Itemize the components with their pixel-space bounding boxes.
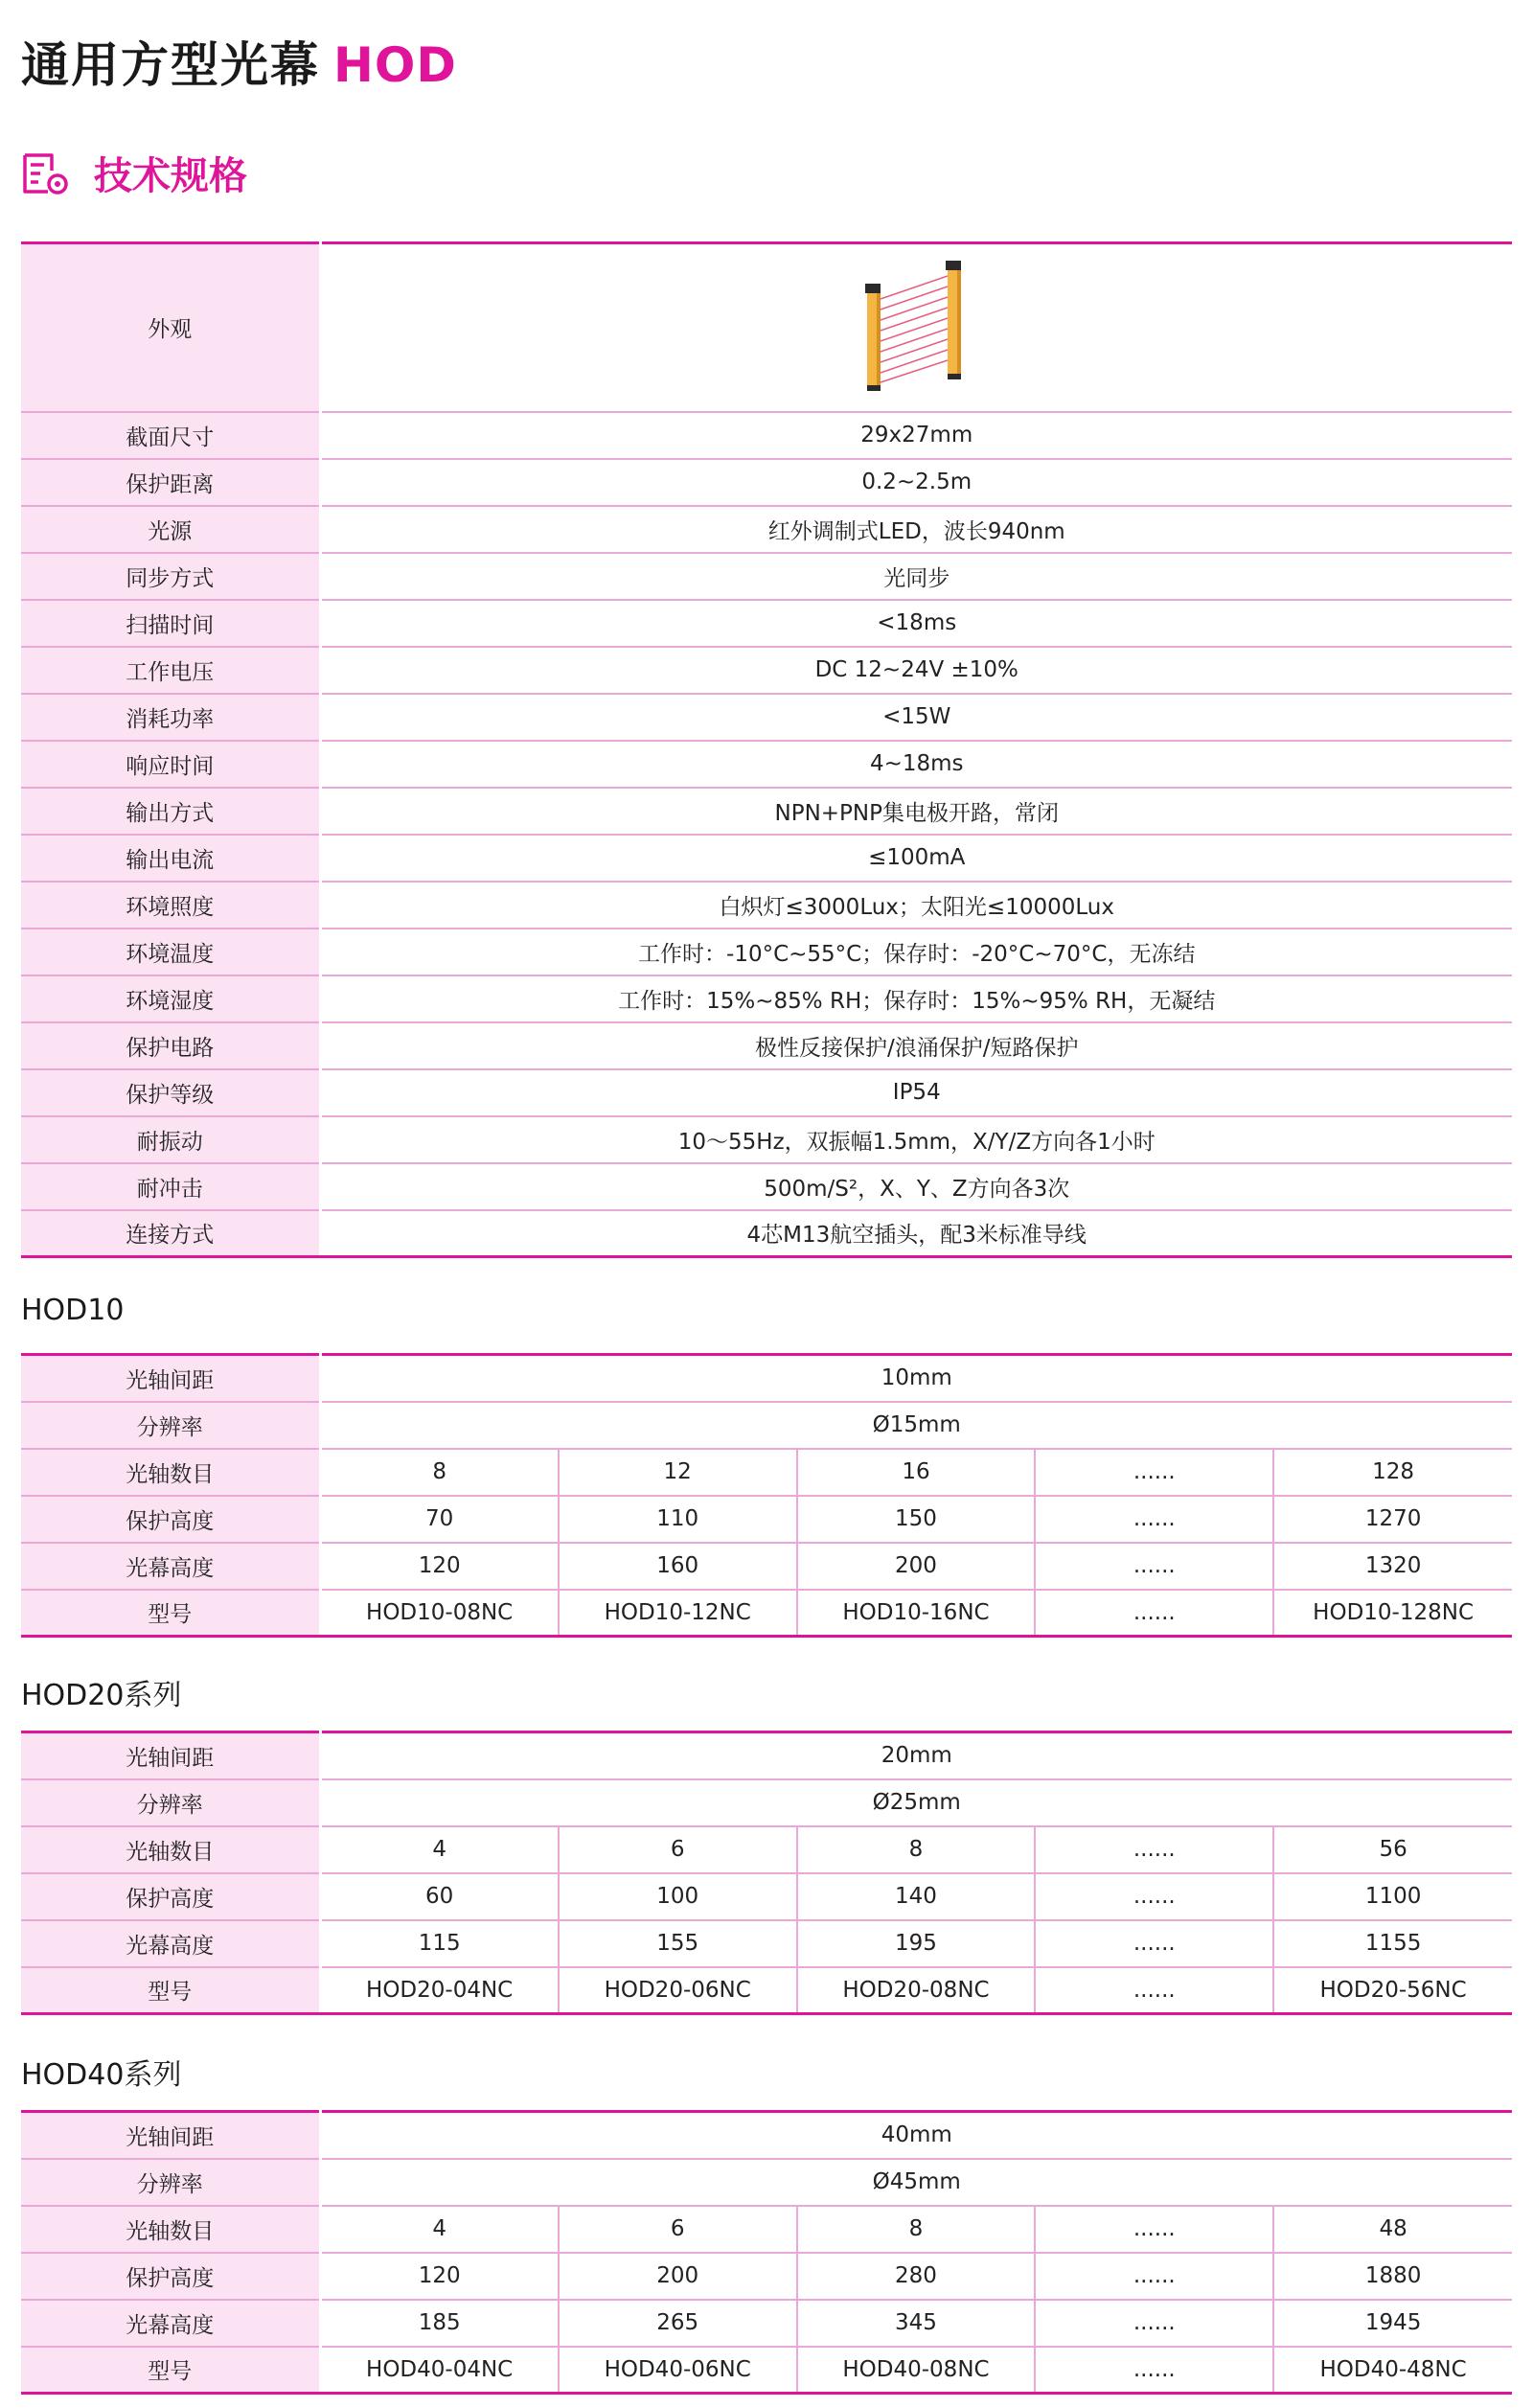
table-row — [21, 600, 1512, 647]
table-row — [21, 1355, 1512, 1402]
table-row — [21, 1590, 1512, 1637]
series-title-hod20: HOD20系列 — [21, 1679, 182, 1712]
table-row — [21, 975, 1512, 1022]
series-cell: 8 — [797, 2206, 1036, 2253]
table-row — [21, 506, 1512, 553]
series-cell: 150 — [797, 1496, 1036, 1543]
series-cell: 140 — [797, 1873, 1036, 1920]
series-table-hod40 — [21, 2110, 1512, 2395]
table-row — [21, 2159, 1512, 2206]
series-cell: HOD40-06NC — [559, 2347, 797, 2394]
series-cell: 8 — [797, 1826, 1036, 1873]
table-row — [21, 2112, 1512, 2159]
section-title: 技术规格 — [94, 153, 247, 198]
series-row-label: 光轴数目 — [21, 1449, 320, 1496]
spec-value: 4~18ms — [320, 741, 1512, 788]
series-cell: ...... — [1035, 1873, 1273, 1920]
spec-value: 红外调制式LED，波长940nm — [320, 506, 1512, 553]
resolution-value: Ø25mm — [320, 1779, 1512, 1826]
spec-value: 0.2~2.5m — [320, 459, 1512, 506]
series-cell: 185 — [320, 2300, 559, 2347]
spec-value: 极性反接保护/浪涌保护/短路保护 — [320, 1022, 1512, 1069]
series-cell: 1945 — [1273, 2300, 1512, 2347]
spec-value: 29x27mm — [320, 412, 1512, 459]
spec-value: 10～55Hz，双振幅1.5mm，X/Y/Z方向各1小时 — [320, 1116, 1512, 1163]
table-row — [21, 929, 1512, 975]
series-cell: HOD20-56NC — [1273, 1967, 1512, 2014]
table-row — [21, 1543, 1512, 1590]
series-cell: 70 — [320, 1496, 559, 1543]
series-cell: 8 — [320, 1449, 559, 1496]
series-cell: 12 — [559, 1449, 797, 1496]
resolution-label: 分辨率 — [21, 1402, 320, 1449]
series-row-label: 保护高度 — [21, 1496, 320, 1543]
series-cell: ...... — [1035, 2206, 1273, 2253]
series-cell: 6 — [559, 1826, 797, 1873]
spec-value: DC 12~24V ±10% — [320, 647, 1512, 694]
series-cell: 200 — [797, 1543, 1036, 1590]
spec-table — [21, 241, 1512, 1258]
axis-spacing-label: 光轴间距 — [21, 2112, 320, 2159]
spec-label: 保护电路 — [21, 1022, 320, 1069]
light-curtain-image — [840, 261, 994, 395]
series-row-label: 型号 — [21, 2347, 320, 2394]
series-cell: 110 — [559, 1496, 797, 1543]
table-row — [21, 741, 1512, 788]
appearance-image-cell — [320, 243, 1512, 412]
series-cell: ...... — [1035, 1826, 1273, 1873]
axis-spacing-label: 光轴间距 — [21, 1732, 320, 1779]
series-table-hod20 — [21, 1731, 1512, 2015]
axis-spacing-value: 40mm — [320, 2112, 1512, 2159]
series-cell: HOD20-06NC — [559, 1967, 797, 2014]
series-cell: 16 — [797, 1449, 1036, 1496]
table-row — [21, 1873, 1512, 1920]
table-row — [21, 788, 1512, 835]
series-cell: 100 — [559, 1873, 797, 1920]
resolution-value: Ø45mm — [320, 2159, 1512, 2206]
table-row — [21, 243, 1512, 412]
section-heading — [21, 146, 247, 199]
table-row — [21, 1920, 1512, 1967]
table-row — [21, 1779, 1512, 1826]
series-cell: 1880 — [1273, 2253, 1512, 2300]
series-cell: 1155 — [1273, 1920, 1512, 1967]
series-cell: ...... — [1035, 2253, 1273, 2300]
table-row — [21, 412, 1512, 459]
series-cell: 1100 — [1273, 1873, 1512, 1920]
resolution-value: Ø15mm — [320, 1402, 1512, 1449]
spec-label: 消耗功率 — [21, 694, 320, 741]
table-row — [21, 1449, 1512, 1496]
table-row — [21, 1826, 1512, 1873]
table-row — [21, 835, 1512, 882]
axis-spacing-value: 20mm — [320, 1732, 1512, 1779]
series-cell: HOD40-48NC — [1273, 2347, 1512, 2394]
series-cell: HOD40-08NC — [797, 2347, 1036, 2394]
table-row — [21, 2206, 1512, 2253]
appearance-label: 外观 — [21, 243, 320, 412]
series-cell: HOD10-12NC — [559, 1590, 797, 1637]
series-cell: ...... — [1035, 2300, 1273, 2347]
series-cell: 1320 — [1273, 1543, 1512, 1590]
series-cell: HOD10-16NC — [797, 1590, 1036, 1637]
series-row-label: 光轴数目 — [21, 2206, 320, 2253]
spec-value: IP54 — [320, 1069, 1512, 1116]
series-title-hod10: HOD10 — [21, 1294, 125, 1327]
table-row — [21, 694, 1512, 741]
series-cell: 120 — [320, 1543, 559, 1590]
spec-label: 光源 — [21, 506, 320, 553]
spec-label: 环境照度 — [21, 882, 320, 929]
series-cell: 120 — [320, 2253, 559, 2300]
page-title-model: HOD — [333, 37, 457, 93]
series-cell: 60 — [320, 1873, 559, 1920]
table-row — [21, 2347, 1512, 2394]
table-row — [21, 882, 1512, 929]
series-cell: 4 — [320, 2206, 559, 2253]
spec-value: ≤100mA — [320, 835, 1512, 882]
series-row-label: 保护高度 — [21, 1873, 320, 1920]
table-row — [21, 1210, 1512, 1257]
spec-value: 工作时：-10°C~55°C；保存时：-20°C~70°C，无冻结 — [320, 929, 1512, 975]
table-row — [21, 1402, 1512, 1449]
series-row-label: 型号 — [21, 1590, 320, 1637]
resolution-label: 分辨率 — [21, 2159, 320, 2206]
series-cell: ...... — [1035, 1920, 1273, 1967]
series-cell: HOD10-08NC — [320, 1590, 559, 1637]
table-row — [21, 459, 1512, 506]
page-title-main: 通用方型光幕 — [21, 37, 320, 93]
spec-value: <18ms — [320, 600, 1512, 647]
series-cell: ...... — [1035, 1543, 1273, 1590]
table-row — [21, 2300, 1512, 2347]
series-row-label: 保护高度 — [21, 2253, 320, 2300]
spec-value: 白炽灯≤3000Lux；太阳光≤10000Lux — [320, 882, 1512, 929]
series-cell: ...... — [1035, 1449, 1273, 1496]
series-row-label: 光轴数目 — [21, 1826, 320, 1873]
series-cell: 115 — [320, 1920, 559, 1967]
series-cell: 200 — [559, 2253, 797, 2300]
spec-label: 耐振动 — [21, 1116, 320, 1163]
series-row-label: 光幕高度 — [21, 1920, 320, 1967]
axis-spacing-value: 10mm — [320, 1355, 1512, 1402]
series-cell: 160 — [559, 1543, 797, 1590]
table-row — [21, 1496, 1512, 1543]
series-row-label: 型号 — [21, 1967, 320, 2014]
series-row-label: 光幕高度 — [21, 1543, 320, 1590]
spec-value: NPN+PNP集电极开路，常闭 — [320, 788, 1512, 835]
series-cell: 345 — [797, 2300, 1036, 2347]
series-cell: ...... — [1035, 1967, 1273, 2014]
series-cell: 4 — [320, 1826, 559, 1873]
table-row — [21, 1967, 1512, 2014]
series-title-hod40: HOD40系列 — [21, 2058, 182, 2092]
series-table-hod10 — [21, 1353, 1512, 1638]
table-row — [21, 1116, 1512, 1163]
series-cell: ...... — [1035, 2347, 1273, 2394]
table-row — [21, 1163, 1512, 1210]
spec-label: 扫描时间 — [21, 600, 320, 647]
spec-value: 工作时：15%~85% RH；保存时：15%~95% RH，无凝结 — [320, 975, 1512, 1022]
spec-label: 输出电流 — [21, 835, 320, 882]
axis-spacing-label: 光轴间距 — [21, 1355, 320, 1402]
spec-document-icon — [21, 149, 71, 195]
series-row-label: 光幕高度 — [21, 2300, 320, 2347]
resolution-label: 分辨率 — [21, 1779, 320, 1826]
series-cell: HOD20-08NC — [797, 1967, 1036, 2014]
series-cell: HOD40-04NC — [320, 2347, 559, 2394]
series-cell: ...... — [1035, 1496, 1273, 1543]
spec-label: 耐冲击 — [21, 1163, 320, 1210]
series-cell: 265 — [559, 2300, 797, 2347]
series-cell: 195 — [797, 1920, 1036, 1967]
spec-label: 保护等级 — [21, 1069, 320, 1116]
table-row — [21, 1069, 1512, 1116]
spec-value: 500m/S²，X、Y、Z方向各3次 — [320, 1163, 1512, 1210]
spec-label: 环境温度 — [21, 929, 320, 975]
table-row — [21, 1732, 1512, 1779]
series-cell: 48 — [1273, 2206, 1512, 2253]
spec-value: 光同步 — [320, 553, 1512, 600]
spec-value: 4芯M13航空插头，配3米标准导线 — [320, 1210, 1512, 1257]
spec-label: 环境湿度 — [21, 975, 320, 1022]
spec-label: 同步方式 — [21, 553, 320, 600]
series-cell: 1270 — [1273, 1496, 1512, 1543]
table-row — [21, 553, 1512, 600]
series-cell: HOD10-128NC — [1273, 1590, 1512, 1637]
table-row — [21, 2253, 1512, 2300]
series-cell: 155 — [559, 1920, 797, 1967]
spec-label: 响应时间 — [21, 741, 320, 788]
spec-label: 保护距离 — [21, 459, 320, 506]
spec-label: 工作电压 — [21, 647, 320, 694]
series-cell: ...... — [1035, 1590, 1273, 1637]
series-cell: 6 — [559, 2206, 797, 2253]
table-row — [21, 1022, 1512, 1069]
spec-label: 连接方式 — [21, 1210, 320, 1257]
series-cell: HOD20-04NC — [320, 1967, 559, 2014]
page-title — [21, 27, 457, 96]
series-cell: 280 — [797, 2253, 1036, 2300]
series-cell: 128 — [1273, 1449, 1512, 1496]
series-cell: 56 — [1273, 1826, 1512, 1873]
spec-value: <15W — [320, 694, 1512, 741]
spec-label: 输出方式 — [21, 788, 320, 835]
spec-label: 截面尺寸 — [21, 412, 320, 459]
table-row — [21, 647, 1512, 694]
